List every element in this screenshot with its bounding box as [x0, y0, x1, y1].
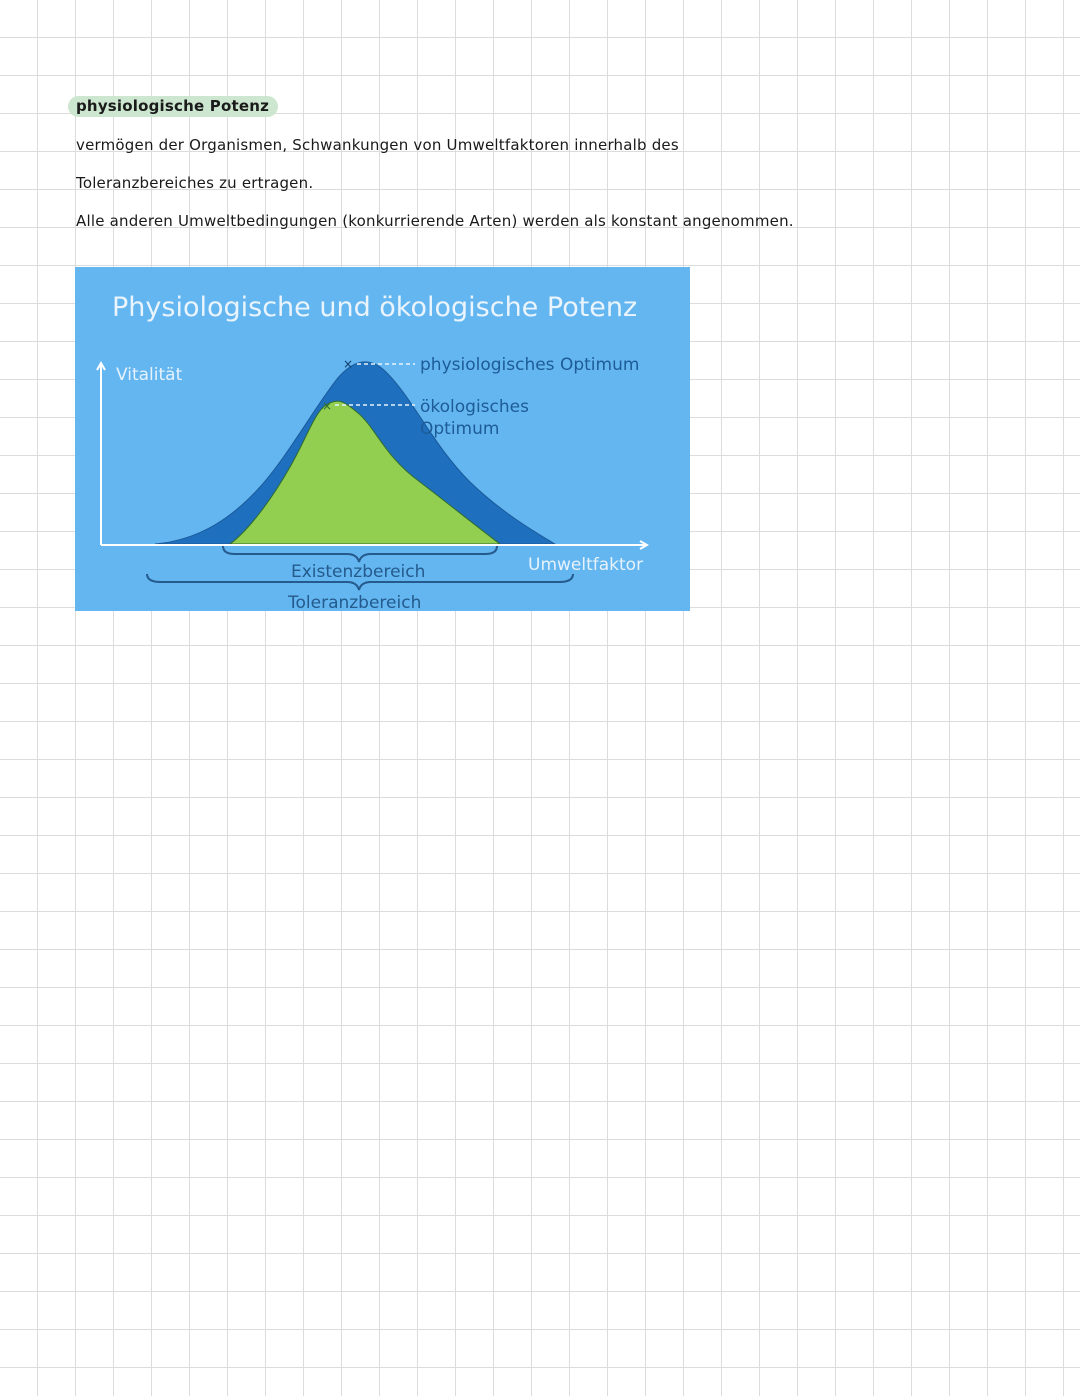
potenz-diagram: [75, 267, 690, 611]
physiological-optimum-marker: ×: [343, 357, 354, 371]
note-heading: physiologische Potenz: [68, 96, 278, 117]
x-axis-label: Umweltfaktor: [528, 555, 644, 575]
note-line-3: Alle anderen Umweltbedingungen (konkurrierende Arten) werden als konstant angenommen.: [76, 212, 794, 230]
diagram-svg: [75, 267, 690, 611]
physiological-optimum-label: physiologisches Optimum: [420, 355, 640, 375]
existence-range-label: Existenzbereich: [291, 562, 426, 582]
note-line-1: vermögen der Organismen, Schwankungen von Umweltfaktoren innerhalb des: [76, 136, 679, 154]
tolerance-range-label: Toleranzbereich: [288, 593, 422, 611]
y-axis-label: Vitalität: [116, 365, 183, 385]
ecological-optimum-marker: ×: [322, 399, 333, 413]
existence-range-brace: [223, 546, 497, 562]
ecological-optimum-label-1: ökologisches: [420, 397, 529, 417]
diagram-title: Physiologische und ökologische Potenz: [112, 292, 638, 323]
note-line-2: Toleranzbereiches zu ertragen.: [76, 174, 314, 192]
ecological-optimum-label-2: Optimum: [420, 419, 500, 439]
